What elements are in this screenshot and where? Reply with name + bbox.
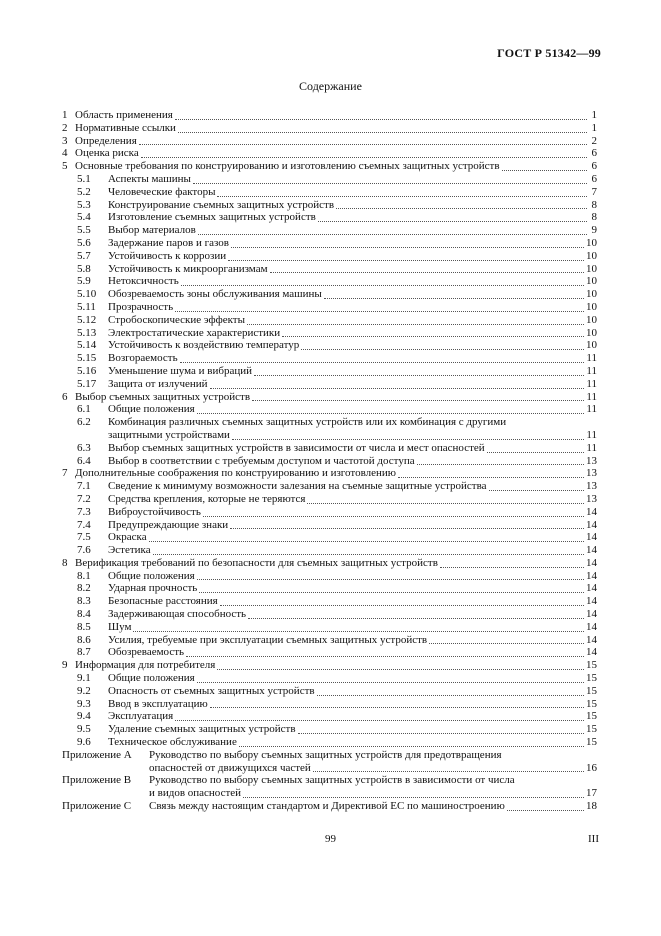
toc-entry-title: Область применения [75, 109, 173, 121]
toc-entry-title: Выбор съемных защитных устройств в зависимости от числа и мест опасностей [108, 441, 485, 454]
toc-entry-title: Устойчивость к микроорганизмам [108, 262, 268, 275]
dot-leader [232, 438, 584, 440]
toc-entry-title: Стробоскопические эффекты [108, 313, 246, 326]
toc-entry-title: Нетоксичность [108, 275, 179, 288]
toc-entry-number: 5.12 [77, 313, 97, 326]
toc-entry-title: Определения [75, 134, 137, 147]
toc-entry [62, 672, 597, 685]
toc-entry-title: Задерживающая способность [108, 608, 247, 621]
toc-entry-title: Изготовление съемных защитных устройств [108, 211, 316, 224]
toc-entry-number: 9.1 [77, 672, 91, 685]
toc-entry-number: Приложение В [62, 774, 132, 787]
toc-entry-page: 14 [586, 608, 597, 621]
document-header: ГОСТ Р 51342—99 [497, 46, 601, 60]
toc-entry-title: Окраска [108, 531, 147, 544]
toc-entry-page: 14 [586, 595, 597, 608]
toc-entry-title: Общие положения [108, 403, 195, 416]
toc-entry-title: Оценка риска [75, 147, 139, 160]
toc-entry-page: 16 [586, 761, 597, 774]
toc-entry-number: Приложение А [62, 748, 132, 761]
toc-entry-page: 6 [591, 160, 597, 173]
roman-page-number: III [588, 833, 599, 845]
toc-entry-number: 6 [62, 390, 68, 403]
dot-leader [239, 745, 584, 747]
toc-entry [62, 800, 597, 813]
toc-entry [62, 250, 597, 263]
toc-entry-title: Обозреваемость [108, 646, 185, 659]
toc-entry [62, 275, 597, 288]
toc-entry-title: Устойчивость к воздействию температур [108, 339, 300, 352]
toc-entry [62, 455, 597, 468]
toc-entry-title: Выбор съемных защитных устройств [75, 390, 251, 403]
dot-leader [178, 131, 587, 133]
toc-entry-title: Электростатические характеристики [108, 326, 281, 339]
dot-leader [417, 463, 584, 465]
toc-entry-number: 5.13 [77, 326, 97, 339]
toc-entry-page: 10 [586, 288, 597, 301]
toc-entry-number: 5.6 [77, 236, 91, 249]
dot-leader [198, 233, 587, 235]
toc-entry-title: Задержание паров и газов [108, 236, 229, 249]
page-title: Содержание [299, 79, 362, 93]
toc-entry-title: Обозреваемость зоны обслуживания машины [108, 288, 322, 301]
toc-entry-page: 14 [586, 646, 597, 659]
toc-entry-title: Безопасные расстояния [108, 595, 218, 608]
toc-entry-number: 9 [62, 659, 68, 672]
toc-entry-page: 6 [591, 172, 597, 185]
toc-entry-number: 5.8 [77, 262, 91, 275]
toc-entry-page: 15 [586, 736, 597, 749]
toc-entry-page: 9 [591, 224, 597, 237]
dot-leader [252, 399, 584, 401]
toc-entry-number: 5.15 [77, 352, 97, 365]
toc-entry [62, 557, 597, 570]
toc-entry-title: Ударная прочность [108, 582, 198, 595]
toc-entry-page: 18 [586, 800, 597, 813]
toc-entry-number: 9.5 [77, 723, 91, 736]
dot-leader [230, 527, 584, 529]
toc-entry-number: 7.3 [77, 505, 91, 518]
toc-entry-number: 7.5 [77, 531, 91, 544]
toc-entry-number: 6.3 [77, 441, 91, 454]
toc-entry-title: Техническое обслуживание [108, 736, 237, 749]
toc-entry-title: Человеческие факторы [108, 185, 216, 198]
toc-entry-page: 13 [586, 492, 597, 505]
toc-entry [62, 634, 597, 647]
toc-entry-number: Приложение С [62, 800, 132, 813]
dot-leader [282, 335, 584, 337]
toc-entry-page: 14 [586, 505, 597, 518]
toc-entry-title: Устойчивость к коррозии [108, 249, 227, 262]
toc-entry-page: 13 [586, 480, 597, 493]
toc-entry [62, 442, 597, 455]
toc-entry-number: 5.4 [77, 211, 91, 224]
toc-entry-number: 8.5 [77, 620, 91, 633]
dot-leader [502, 169, 587, 171]
toc-entry-number: 5 [62, 160, 68, 173]
page-number: 99 [325, 833, 336, 845]
toc-entry-title: Опасность от съемных защитных устройств [108, 684, 315, 697]
toc-entry-title: Конструирование съемных защитных устройств [108, 198, 335, 211]
toc-entry-page: 10 [586, 249, 597, 262]
toc-entry-number: 5.11 [77, 300, 96, 313]
toc-entry-title-continued: опасностей от движущихся частей [149, 761, 311, 774]
toc-entry-page: 8 [591, 211, 597, 224]
dot-leader [149, 540, 584, 542]
toc-entry-page: 15 [586, 697, 597, 710]
dot-leader [489, 489, 584, 491]
dot-leader [210, 706, 584, 708]
toc-entry [62, 582, 597, 595]
dot-leader [324, 297, 584, 299]
toc-entry [62, 659, 597, 672]
toc-entry-title: Предупреждающие знаки [108, 518, 229, 531]
toc-entry [62, 365, 597, 378]
toc-entry [62, 416, 597, 429]
toc-entry-page: 14 [586, 569, 597, 582]
toc-entry-page: 10 [586, 236, 597, 249]
dot-leader [228, 259, 584, 261]
dot-leader [133, 630, 584, 632]
toc-entry-page: 11 [586, 390, 597, 403]
toc-entry-number: 9.2 [77, 684, 91, 697]
toc-entry [62, 493, 597, 506]
toc-entry-page: 11 [586, 352, 597, 365]
toc-entry-number: 4 [62, 147, 68, 160]
toc-entry-number: 6.1 [77, 403, 91, 416]
dot-leader [203, 515, 584, 517]
toc-entry [62, 480, 597, 493]
toc-entry-title: Эксплуатация [108, 710, 174, 723]
dot-leader [193, 182, 587, 184]
dot-leader [507, 809, 584, 811]
toc-entry-title: Ввод в эксплуатацию [108, 697, 208, 710]
toc-entry-page: 13 [586, 454, 597, 467]
toc-entry-title-continued: защитными устройствами [108, 428, 230, 441]
toc-entry [62, 160, 597, 173]
dot-leader [217, 195, 587, 197]
toc-entry-number: 8.1 [77, 569, 91, 582]
dot-leader [248, 617, 584, 619]
toc-entry-number: 7 [62, 467, 68, 480]
toc-entry-page: 10 [586, 339, 597, 352]
dot-leader [180, 361, 585, 363]
toc-entry-title: Комбинация различных съемных защитных устройств или их комбинация с другими [108, 416, 507, 429]
toc-entry-page: 14 [586, 582, 597, 595]
toc-entry-page: 11 [586, 364, 597, 377]
toc-entry [62, 519, 597, 532]
toc-entry-number: 8.3 [77, 595, 91, 608]
toc-entry-page: 14 [586, 518, 597, 531]
toc-entry-title: Общие положения [108, 569, 195, 582]
toc-entry [62, 698, 597, 711]
dot-leader [301, 348, 584, 350]
toc-entry [62, 685, 597, 698]
toc-entry-page: 11 [586, 441, 597, 454]
toc-entry [62, 391, 597, 404]
dot-leader [298, 732, 584, 734]
toc-entry [62, 263, 597, 276]
toc-entry-page: 2 [591, 134, 597, 147]
toc-entry [62, 339, 597, 352]
dot-leader [440, 566, 584, 568]
toc-entry-page: 10 [586, 313, 597, 326]
toc-entry-title: Связь между настоящим стандартом и Директивой ЕС по машиностроению [149, 800, 505, 813]
toc-entry-number: 9.4 [77, 710, 91, 723]
toc-entry-page: 1 [591, 121, 597, 134]
dot-leader [217, 668, 584, 670]
toc-entry-number: 5.3 [77, 198, 91, 211]
toc-entry-number: 9.3 [77, 697, 91, 710]
toc-entry-page: 13 [586, 467, 597, 480]
toc-entry [62, 224, 597, 237]
toc-entry-number: 1 [62, 109, 68, 121]
toc-entry [62, 122, 597, 135]
toc-entry-page: 15 [586, 672, 597, 685]
toc-entry-title: Виброустойчивость [108, 505, 201, 518]
toc-entry [62, 621, 597, 634]
toc-entry-title: Выбор в соответствии с требуемым доступом и частотой доступа [108, 454, 415, 467]
toc-entry-number: 5.9 [77, 275, 91, 288]
toc-entry-number: 5.17 [77, 377, 97, 390]
toc-entry-title: Прозрачность [108, 300, 174, 313]
toc-entry-page: 15 [586, 684, 597, 697]
toc-entry-continuation [62, 762, 597, 775]
dot-leader [313, 770, 584, 772]
dot-leader [197, 412, 585, 414]
dot-leader [186, 655, 584, 657]
toc-entry-page: 11 [586, 377, 597, 390]
toc-entry-page: 15 [586, 710, 597, 723]
toc-entry-page: 14 [586, 531, 597, 544]
toc-entry-page: 11 [586, 403, 597, 416]
toc-entry-page: 17 [586, 787, 597, 800]
toc-entry-number: 6.4 [77, 454, 91, 467]
toc-entry [62, 378, 597, 391]
dot-leader [270, 271, 584, 273]
toc-entry-page: 8 [591, 198, 597, 211]
toc-entry-number: 5.10 [77, 288, 97, 301]
toc-entry [62, 736, 597, 749]
toc-entry [62, 723, 597, 736]
toc-entry-continuation [62, 787, 597, 800]
toc-entry-title: Руководство по выбору съемных защитных устройств для предотвращения [149, 748, 502, 761]
toc-entry [62, 544, 597, 557]
dot-leader [247, 323, 584, 325]
toc-entry [62, 314, 597, 327]
toc-entry [62, 186, 597, 199]
toc-entry [62, 531, 597, 544]
toc-entry [62, 237, 597, 250]
toc-entry-number: 9.6 [77, 736, 91, 749]
dot-leader [153, 553, 584, 555]
toc-entry-page: 15 [586, 659, 597, 672]
dot-leader [210, 387, 585, 389]
dot-leader [487, 451, 585, 453]
toc-entry-number: 8.6 [77, 633, 91, 646]
toc-entry-number: 5.5 [77, 224, 91, 237]
toc-entry-number: 7.1 [77, 480, 91, 493]
toc-entry-number: 7.2 [77, 492, 91, 505]
dot-leader [181, 284, 584, 286]
toc-entry-title: Общие положения [108, 672, 195, 685]
toc-entry-page: 14 [586, 544, 597, 557]
toc-entry-title-continued: и видов опасностей [149, 787, 242, 800]
toc-entry-page: 10 [586, 262, 597, 275]
toc-entry-title: Верификация требований по безопасности для съемных защитных устройств [75, 556, 438, 569]
dot-leader [231, 246, 584, 248]
dot-leader [175, 118, 587, 120]
toc-entry-page: 7 [591, 185, 597, 198]
dot-leader [199, 591, 584, 593]
toc-entry-number: 8.4 [77, 608, 91, 621]
toc-entry [62, 109, 597, 122]
toc-entry-number: 5.14 [77, 339, 97, 352]
toc-entry [62, 288, 597, 301]
toc-entry [62, 646, 597, 659]
toc-entry-number: 7.6 [77, 544, 91, 557]
toc-entry-number: 6.2 [77, 416, 91, 429]
toc-entry-number: 8 [62, 556, 68, 569]
toc-entry-title: Сведение к минимуму возможности залезания на съемные защитные устройства [108, 480, 487, 493]
dot-leader [175, 719, 584, 721]
toc-entry-page: 11 [586, 428, 597, 441]
dot-leader [317, 694, 584, 696]
dot-leader [336, 207, 587, 209]
toc-entry-title: Усилия, требуемые при эксплуатации съемных защитных устройств [108, 633, 428, 646]
toc-entry-page: 10 [586, 275, 597, 288]
dot-leader [197, 578, 584, 580]
dot-leader [307, 502, 584, 504]
dot-leader [254, 374, 584, 376]
toc-entry-number: 5.2 [77, 185, 91, 198]
toc-entry-title: Возгораемость [108, 352, 178, 365]
toc-entry-title: Эстетика [108, 544, 151, 557]
dot-leader [175, 310, 584, 312]
dot-leader [139, 143, 587, 145]
toc-entry-continuation [62, 429, 597, 442]
toc-entry [62, 173, 597, 186]
toc-entry-number: 5.7 [77, 249, 91, 262]
toc-entry-page: 14 [586, 620, 597, 633]
toc-entry [62, 135, 597, 148]
toc-entry-page: 6 [591, 147, 597, 160]
toc-entry-number: 5.1 [77, 172, 91, 185]
dot-leader [318, 220, 587, 222]
toc-entry-title: Уменьшение шума и вибраций [108, 364, 253, 377]
dot-leader [243, 796, 584, 798]
toc-entry [62, 211, 597, 224]
dot-leader [220, 604, 584, 606]
toc-entry [62, 570, 597, 583]
toc-entry-page: 15 [586, 723, 597, 736]
dot-leader [141, 156, 587, 158]
toc-entry-title: Средства крепления, которые не теряются [108, 492, 306, 505]
toc-entry [62, 749, 597, 762]
dot-leader [197, 681, 584, 683]
toc-entry-title: Защита от излучений [108, 377, 208, 390]
dot-leader [429, 642, 584, 644]
toc-entry [62, 301, 597, 314]
toc-entry-number: 3 [62, 134, 68, 147]
toc-entry-page: 1 [591, 109, 597, 121]
toc-entry-title: Аспекты машины [108, 172, 191, 185]
toc-entry [62, 467, 597, 480]
toc-entry-title: Выбор материалов [108, 224, 196, 237]
toc-entry [62, 199, 597, 212]
toc-entry-title: Дополнительные соображения по конструированию и изготовлению [75, 467, 396, 480]
toc-entry-number: 7.4 [77, 518, 91, 531]
toc-entry [62, 608, 597, 621]
toc-entry [62, 147, 597, 160]
toc-entry-page: 14 [586, 556, 597, 569]
toc-entry [62, 595, 597, 608]
toc-entry-title: Удаление съемных защитных устройств [108, 723, 296, 736]
toc-entry-number: 8.2 [77, 582, 91, 595]
toc-entry [62, 352, 597, 365]
toc-entry-number: 5.16 [77, 364, 97, 377]
toc-entry [62, 327, 597, 340]
toc-entry [62, 506, 597, 519]
toc-entry [62, 710, 597, 723]
toc-entry-title: Руководство по выбору съемных защитных устройств в зависимости от числа [149, 774, 515, 787]
toc-entry-page: 14 [586, 633, 597, 646]
toc-entry-number: 2 [62, 121, 68, 134]
toc-entry [62, 774, 597, 787]
toc-entry-title: Основные требования по конструированию и изготовлению съемных защитных устройств [75, 160, 500, 173]
table-of-contents [62, 109, 597, 813]
toc-entry [62, 403, 597, 416]
toc-entry-title: Нормативные ссылки [75, 121, 176, 134]
dot-leader [398, 476, 584, 478]
toc-entry-title: Информация для потребителя [75, 659, 216, 672]
toc-entry-title: Шум [108, 620, 132, 633]
toc-entry-page: 10 [586, 326, 597, 339]
toc-entry-page: 10 [586, 300, 597, 313]
toc-entry-number: 8.7 [77, 646, 91, 659]
